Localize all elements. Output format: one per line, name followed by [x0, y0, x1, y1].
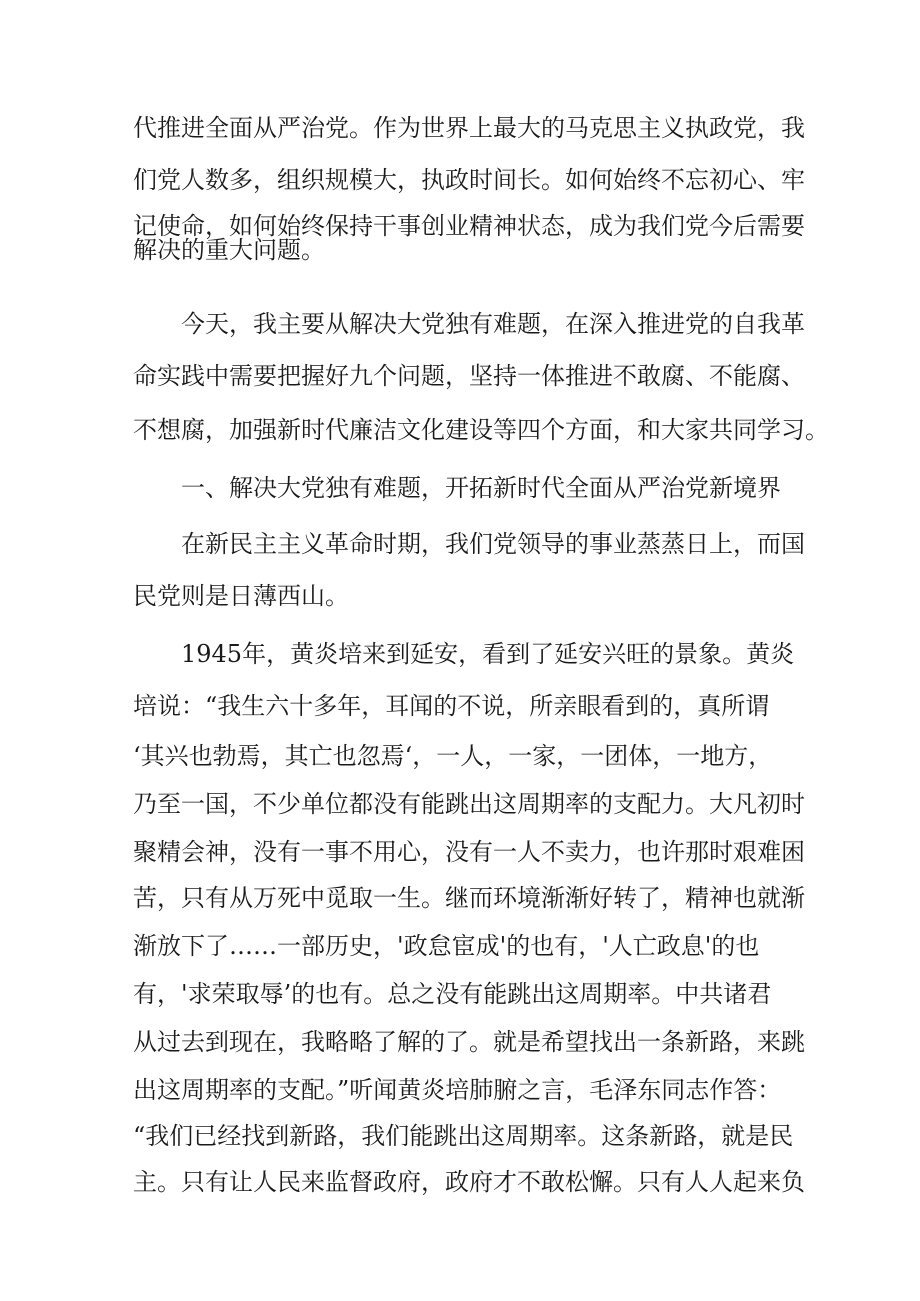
- text-line: 们党人数多，组织规模大，执政时间长。如何始终不忘初心、牢: [133, 166, 805, 194]
- text-line: 代推进全面从严治党。作为世界上最大的马克思主义执政党，我: [133, 114, 805, 142]
- text-line: 在新民主主义革命时期，我们党领导的事业蒸蒸日上，而国: [181, 530, 805, 558]
- text-line: 不想腐，加强新时代廉洁文化建设等四个方面，和大家共同学习。: [133, 416, 829, 444]
- text-line: 命实践中需要把握好九个问题，坚持一体推进不敢腐、不能腐、: [133, 362, 805, 390]
- text-line: ‘其兴也勃焉，其亡也忽焉‘，一人，一家，一团体，一地方，: [133, 742, 773, 770]
- text-line: 苦，只有从万死中觅取一生。继而环境渐渐好转了，精神也就渐: [133, 884, 805, 912]
- text-line: 记使命，如何始终保持干事创业精神状态，成为我们党今后需要: [133, 212, 805, 240]
- text-line: 聚精会神，没有一事不用心，没有一人不卖力，也许那时艰难困: [133, 838, 805, 866]
- text-line: 主。只有让人民来监督政府，政府才不敢松懈。只有人人起来负: [133, 1168, 805, 1196]
- section-heading: 一、解决大党独有难题，开拓新时代全面从严治党新境界: [181, 474, 781, 502]
- text-line: 民党则是日薄西山。: [133, 582, 349, 610]
- text-line: 培说：“我生六十多年，耳闻的不说，所亲眼看到的，真所谓: [133, 692, 770, 720]
- text-line: 乃至一国，不少单位都没有能跳出这周期率的支配力。大凡初时: [133, 790, 805, 818]
- text-line: 今天，我主要从解决大党独有难题，在深入推进党的自我革: [181, 310, 805, 338]
- text-line: “我们已经找到新路，我们能跳出这周期率。这条新路，就是民: [133, 1122, 794, 1150]
- text-line: 解决的重大问题。: [133, 236, 325, 264]
- text-line: 有，'求荣取辱’的也有。总之没有能跳出这周期率。中共诸君: [133, 980, 772, 1008]
- text-line: 1945年，黄炎培来到延安，看到了延安兴旺的景象。黄炎: [181, 640, 795, 668]
- text-line: 出这周期率的支配。”听闻黄炎培肺腑之言，毛泽东同志作答：: [133, 1076, 782, 1104]
- text-line: 从过去到现在，我略略了解的了。就是希望找出一条新路，来跳: [133, 1028, 805, 1056]
- text-line: 渐放下了……一部历史，'政怠宦成'的也有，'人亡政息'的也: [133, 932, 760, 960]
